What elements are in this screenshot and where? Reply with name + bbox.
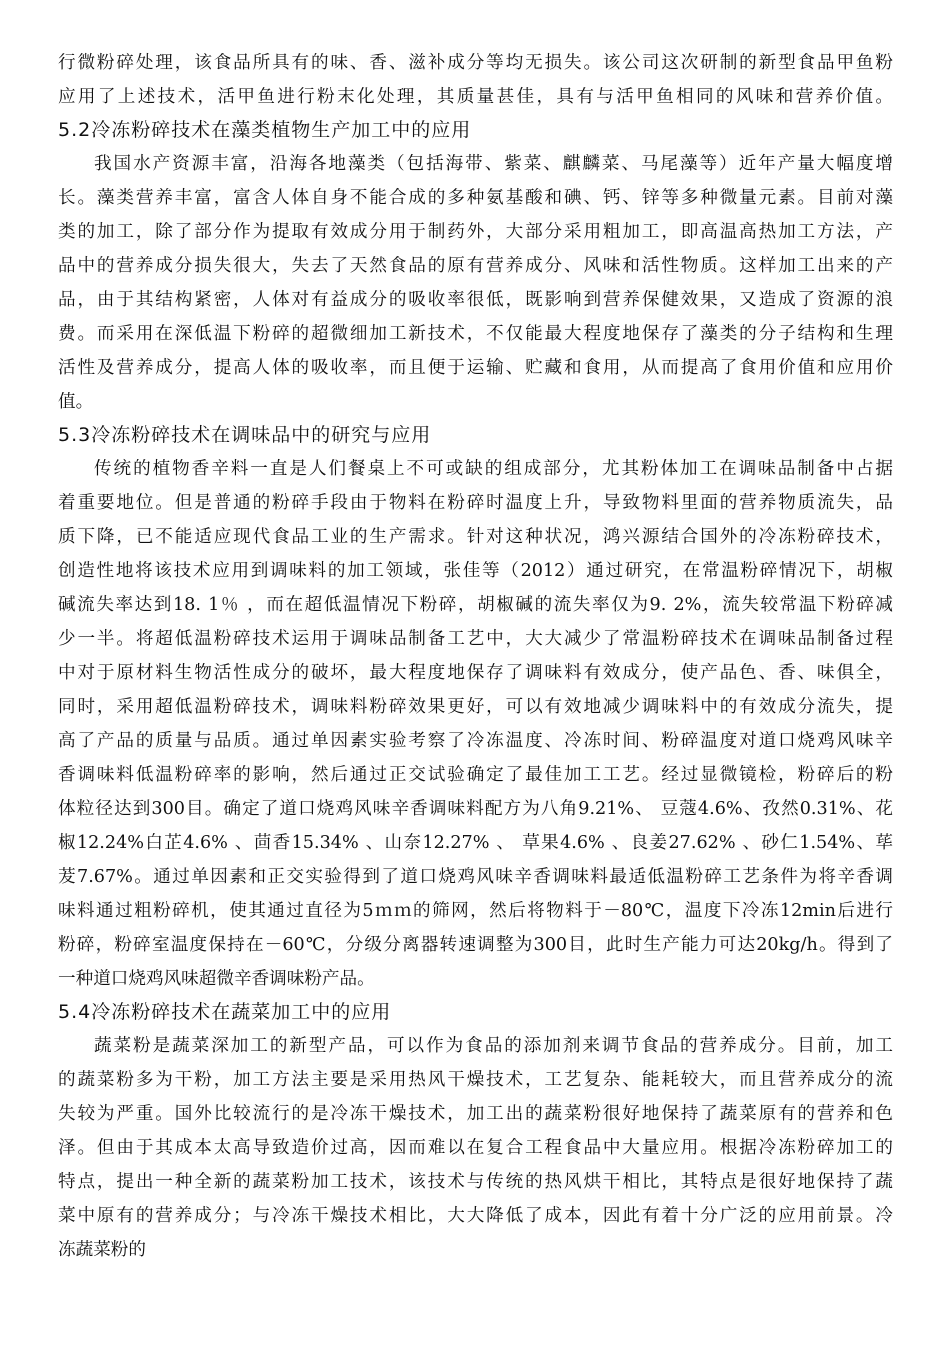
body-line: 香调味料低温粉碎率的影响，然后通过正交试验确定了最佳加工工艺。经过显微镜检，粉碎后的粉 bbox=[58, 765, 893, 785]
body-line: 质下降，已不能适应现代食品工业的生产需求。针对这种状况，鸿兴源结合国外的冷冻粉碎技术， bbox=[58, 527, 893, 547]
body-line: 冻蔬菜粉的 bbox=[58, 1240, 146, 1260]
body-line: 值。 bbox=[58, 392, 94, 412]
body-line: 我国水产资源丰富，沿海各地藻类（包括海带、紫菜、麒麟菜、马尾藻等）近年产量大幅度增 bbox=[94, 154, 893, 174]
body-line: 体粒径达到300目。确定了道口烧鸡风味辛香调味料配方为八角9.21%、 豆蔻4.6%、孜然0.31%、花 bbox=[58, 799, 893, 819]
section-heading-5-3: 5.3冷冻粉碎技术在调味品中的研究与应用 bbox=[58, 424, 432, 446]
body-line: 同时，采用超低温粉碎技术，调味料粉碎效果更好，可以有效地减少调味料中的有效成分流失，提 bbox=[58, 697, 893, 717]
body-line: 失较为严重。国外比较流行的是冷冻干燥技术，加工出的蔬菜粉很好地保持了蔬菜原有的营养和色 bbox=[58, 1104, 893, 1124]
body-line: 味料通过粗粉碎机，使其通过直径为5ｍｍ的筛网，然后将物料于－80℃，温度下冷冻12min后进行 bbox=[58, 901, 893, 921]
body-line: 的蔬菜粉多为干粉，加工方法主要是采用热风干燥技术，工艺复杂、能耗较大，而且营养成分的流 bbox=[58, 1070, 893, 1090]
body-line: 品，由于其结构紧密，人体对有益成分的吸收率很低，既影响到营养保健效果，又造成了资源的浪 bbox=[58, 290, 893, 310]
body-line: 碱流失率达到18. 1％ ，而在超低温情况下粉碎，胡椒碱的流失率仅为9. 2%，流失较常温下粉碎减 bbox=[58, 595, 893, 615]
body-line: 活性及营养成分，提高人体的吸收率，而且便于运输、贮藏和食用，从而提高了食用价值和应用价 bbox=[58, 358, 893, 378]
body-line: 品中的营养成分损失很大，失去了天然食品的原有营养成分、风味和活性物质。这样加工出来的产 bbox=[58, 256, 893, 276]
body-line: 蔬菜粉是蔬菜深加工的新型产品，可以作为食品的添加剂来调节食品的营养成分。目前，加工 bbox=[94, 1036, 893, 1056]
body-line: 行微粉碎处理，该食品所具有的味、香、滋补成分等均无损失。该公司这次研制的新型食品甲鱼粉 bbox=[58, 53, 893, 73]
section-heading-5-4: 5.4冷冻粉碎技术在蔬菜加工中的应用 bbox=[58, 1001, 392, 1023]
body-line: 泽。但由于其成本太高导致造价过高，因而难以在复合工程食品中大量应用。根据冷冻粉碎加工的 bbox=[58, 1138, 893, 1158]
body-line: 菜中原有的营养成分；与冷冻干燥技术相比，大大降低了成本，因此有着十分广泛的应用前景。冷 bbox=[58, 1206, 893, 1226]
body-line: 着重要地位。但是普通的粉碎手段由于物料在粉碎时温度上升，导致物料里面的营养物质流失，品 bbox=[58, 493, 893, 513]
body-line: 费。而采用在深低温下粉碎的超微细加工新技术，不仅能最大程度地保存了藻类的分子结构和生理 bbox=[58, 324, 893, 344]
body-line: 传统的植物香辛料一直是人们餐桌上不可或缺的组成部分，尤其粉体加工在调味品制备中占据 bbox=[94, 459, 893, 479]
body-line: 茇7.67%。通过单因素和正交实验得到了道口烧鸡风味辛香调味料最适低温粉碎工艺条件为将辛香调 bbox=[58, 867, 893, 887]
body-line: 应用了上述技术，活甲鱼进行粉末化处理，其质量甚佳，具有与活甲鱼相同的风味和营养价值。 bbox=[58, 87, 893, 107]
body-line: 创造性地将该技术应用到调味料的加工领域，张佳等（2012）通过研究，在常温粉碎情况下，胡椒 bbox=[58, 561, 893, 581]
body-line: 类的加工，除了部分作为提取有效成分用于制药外，大部分采用粗加工，即高温高热加工方法，产 bbox=[58, 222, 893, 242]
body-line: 长。藻类营养丰富，富含人体自身不能合成的多种氨基酸和碘、钙、锌等多种微量元素。目前对藻 bbox=[58, 188, 893, 208]
body-line: 粉碎，粉碎室温度保持在－60℃，分级分离器转速调整为300目，此时生产能力可达20kg/h。得到了 bbox=[58, 935, 893, 955]
body-line: 椒12.24%白芷4.6% 、茴香15.34% 、山奈12.27% 、 草果4.6% 、良姜27.62% 、砂仁1.54%、荜 bbox=[58, 833, 893, 853]
body-line: 高了产品的质量与品质。通过单因素实验考察了冷冻温度、冷冻时间、粉碎温度对道口烧鸡风味辛 bbox=[58, 731, 893, 751]
body-line: 特点，提出一种全新的蔬菜粉加工技术，该技术与传统的热风烘干相比，其特点是很好地保持了蔬 bbox=[58, 1172, 893, 1192]
section-heading-5-2: 5.2冷冻粉碎技术在藻类植物生产加工中的应用 bbox=[58, 119, 472, 141]
body-line: 中对于原材料生物活性成分的破坏，最大程度地保存了调味料有效成分，使产品色、香、味俱全， bbox=[58, 663, 893, 683]
body-line: 一种道口烧鸡风味超微辛香调味粉产品。 bbox=[58, 969, 375, 989]
body-line: 少一半。将超低温粉碎技术运用于调味品制备工艺中，大大减少了常温粉碎技术在调味品制备过程 bbox=[58, 629, 893, 649]
